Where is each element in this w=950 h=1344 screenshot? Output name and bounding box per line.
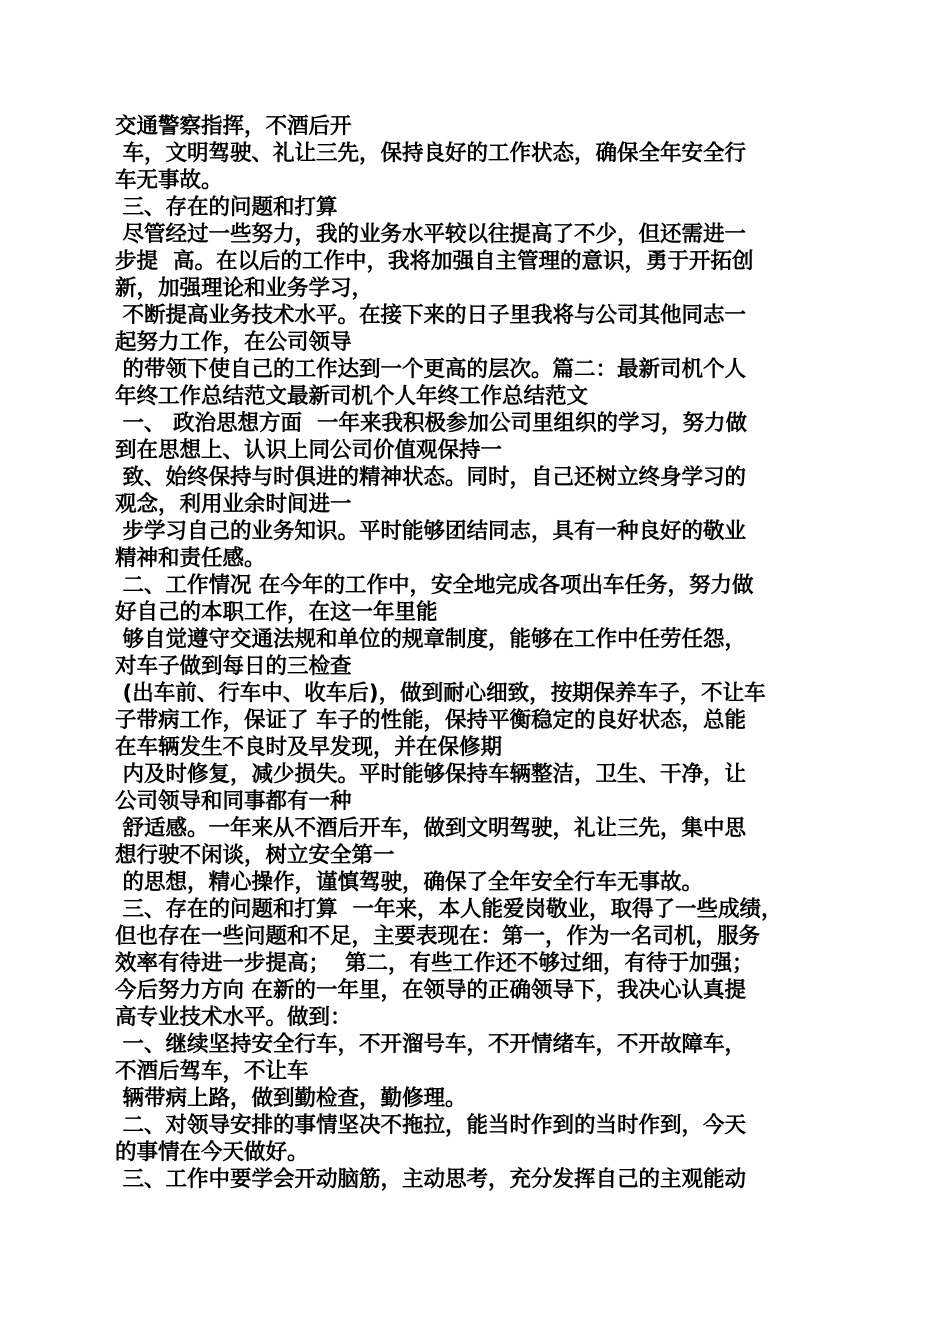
text-line: 车，文明驾驶、礼让三先，保持良好的工作状态，确保全年安全行 [115,141,746,166]
text-line: 子带病工作，保证了 车子的性能，保持平衡稳定的良好状态，总能 [115,708,746,733]
text-line: 三、工作中要学会开动脑筋，主动思考，充分发挥自己的主观能动 [115,1167,746,1192]
text-line: 的事情在今天做好。 [115,1140,309,1165]
text-line: 到在思想上、认识上同公司价值观保持一 [115,438,503,463]
text-line: 步提 高。在以后的工作中，我将加强自主管理的意识，勇于开拓创 [115,249,754,274]
text-line: 今后努力方向 在新的一年里，在领导的正确领导下，我决心认真提 [115,978,746,1003]
text-line: 够自觉遵守交通法规和单位的规章制度，能够在工作中任劳任怨， [115,627,746,652]
text-line: 但也存在一些问题和不足，主要表现在：第一，作为一名司机，服务 [115,924,761,949]
text-line: (出车前、行车中、收车后)，做到耐心细致，按期保养车子，不让车 [115,681,766,706]
text-line: 起努力工作，在公司领导 [115,330,352,355]
text-line: 辆带病上路，做到勤检查，勤修理。 [115,1086,467,1111]
text-line: 不酒后驾车，不让车 [115,1059,309,1084]
text-line: 年终工作总结范文最新司机个人年终工作总结范文 [115,384,589,409]
text-line: 在车辆发生不良时及早发现，并在保修期 [115,735,503,760]
text-line: 内及时修复，减少损失。平时能够保持车辆整洁，卫生、干净，让 [115,762,746,787]
text-line: 一、继续坚持安全行车，不开溜号车，不开情绪车，不开故障车， [115,1032,746,1057]
text-line: 新，加强理论和业务学习， [115,276,374,301]
text-line: 公司领导和同事都有一种 [115,789,352,814]
text-line: 尽管经过一些努力，我的业务水平较以往提高了不少，但还需进一 [115,222,746,247]
text-line: 致、始终保持与时俱进的精神状态。同时，自己还树立终身学习的 [115,465,746,490]
text-line: 好自己的本职工作，在这一年里能 [115,600,438,625]
text-line: 的思想，精心操作，谨慎驾驶，确保了全年安全行车无事故。 [115,870,703,895]
text-line: 对车子做到每日的三检查 [115,654,352,679]
text-line: 高专业技术水平。做到： [115,1005,352,1030]
text-line: 三、存在的问题和打算 一年来，本人能爱岗敬业，取得了一些成绩， [115,897,783,922]
text-line: 二、工作情况 在今年的工作中，安全地完成各项出车任务，努力做 [115,573,754,598]
text-line: 舒适感。一年来从不酒后开车，做到文明驾驶，礼让三先，集中思 [115,816,746,841]
text-line: 不断提高业务技术水平。在接下来的日子里我将与公司其他同志一 [115,303,746,328]
text-line: 精神和责任感。 [115,546,266,571]
text-line: 二、对领导安排的事情坚决不拖拉，能当时作到的当时作到，今天 [115,1113,746,1138]
document-page [115,113,845,1193]
text-line: 车无事故。 [115,168,223,193]
text-line: 一、 政治思想方面 一年来我积极参加公司里组织的学习，努力做 [115,411,747,436]
text-line: 观念，利用业余时间进一 [115,492,352,517]
text-line: 的带领下使自己的工作达到一个更高的层次。篇二：最新司机个人 [115,357,746,382]
text-line: 步学习自己的业务知识。平时能够团结同志，具有一种良好的敬业 [115,519,746,544]
section-heading: 三、存在的问题和打算 [115,195,338,220]
text-line: 交通警察指挥，不酒后开 [115,114,352,139]
text-line: 效率有待进一步提高； 第二，有些工作还不够过细，有待于加强； [115,951,754,976]
text-line: 想行驶不闲谈，树立安全第一 [115,843,395,868]
